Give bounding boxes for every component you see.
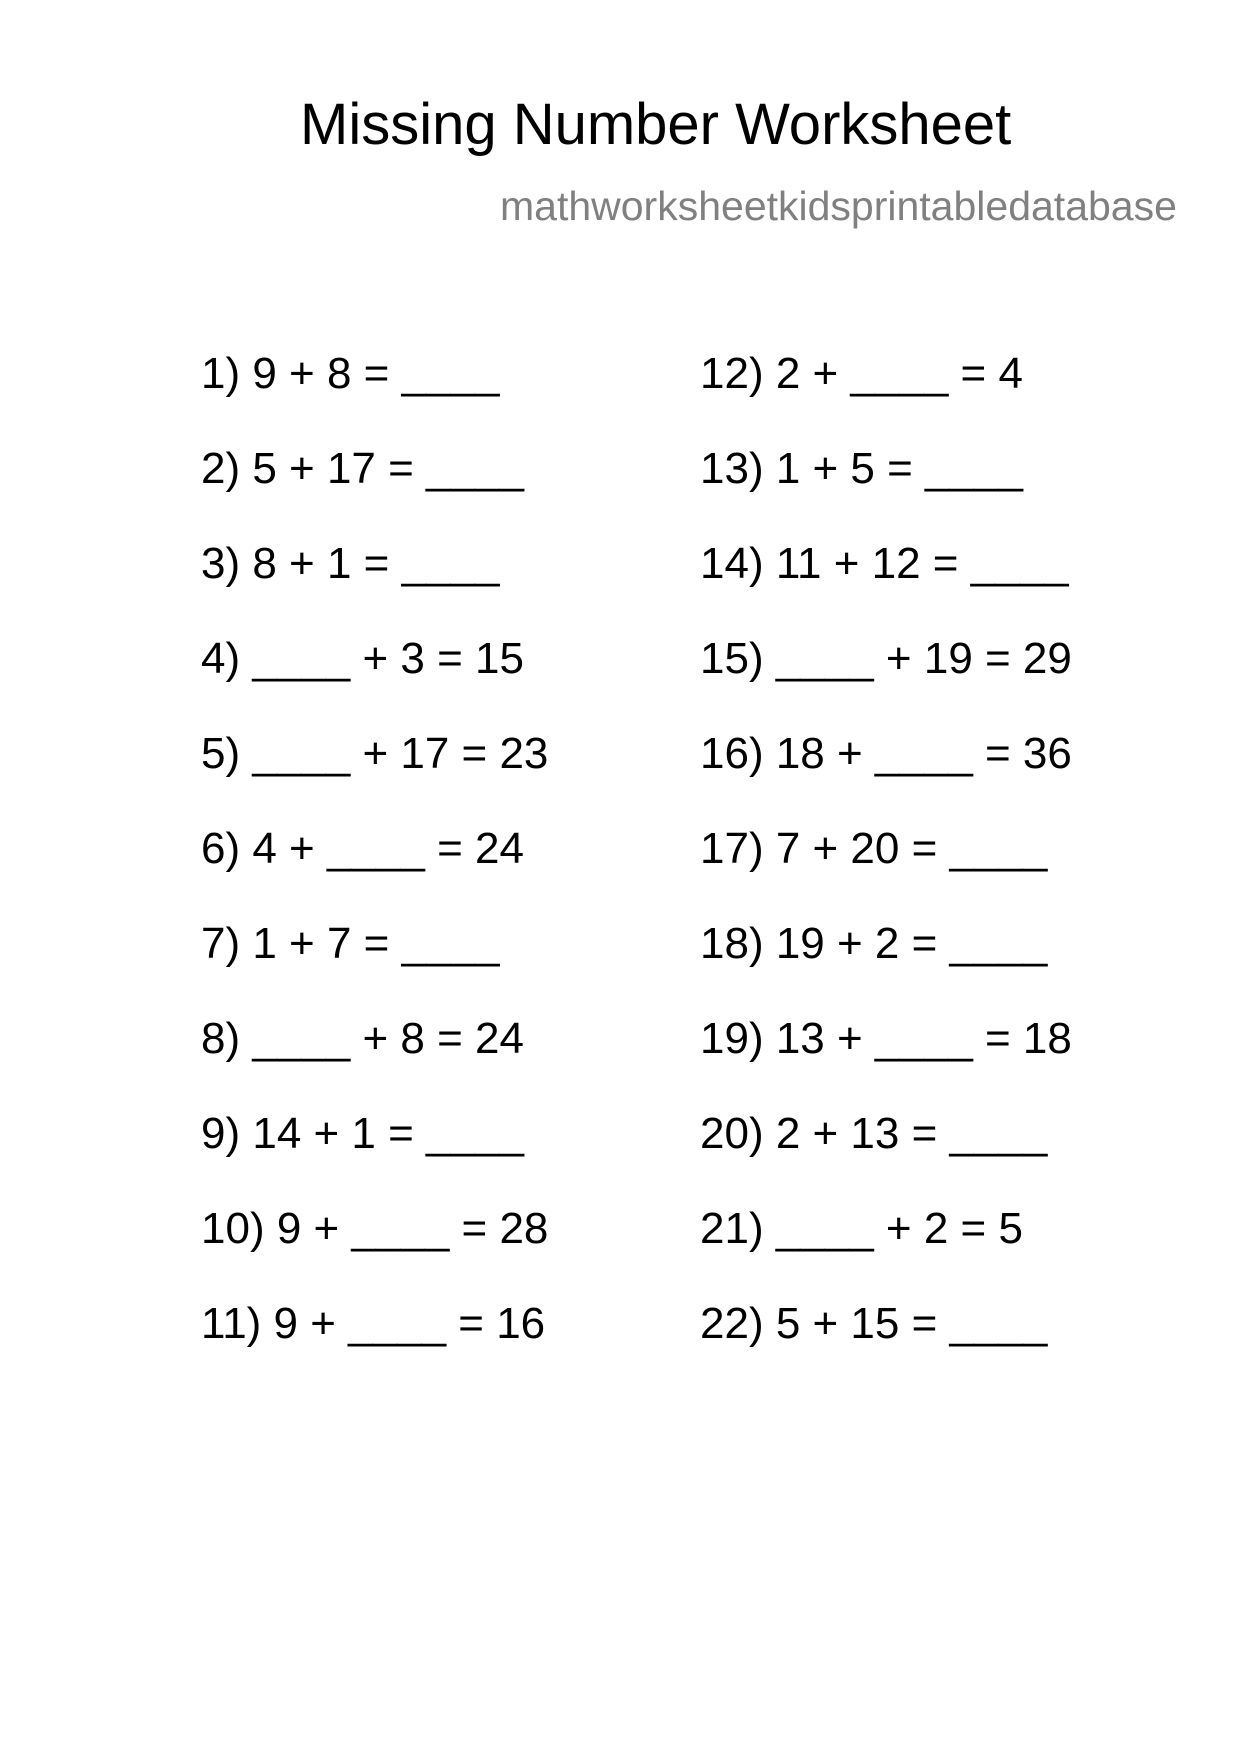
problem-item: 18) 19 + 2 = ____: [700, 919, 1048, 968]
problem-item: 20) 2 + 13 = ____: [700, 1109, 1048, 1158]
problems-column-right: [700, 349, 1072, 1397]
problem-item: 9) 14 + 1 = ____: [201, 1109, 524, 1158]
problem-item: 8) ____ + 8 = 24: [201, 1014, 524, 1063]
problem-item: 12) 2 + ____ = 4: [700, 349, 1023, 398]
problem-item: 16) 18 + ____ = 36: [700, 729, 1072, 778]
problem-item: 4) ____ + 3 = 15: [201, 634, 524, 683]
problem-item: 19) 13 + ____ = 18: [700, 1014, 1072, 1063]
problem-item: 6) 4 + ____ = 24: [201, 824, 524, 873]
problem-item: 3) 8 + 1 = ____: [201, 539, 500, 588]
problem-item: 14) 11 + 12 = ____: [700, 539, 1069, 588]
problem-item: 10) 9 + ____ = 28: [201, 1204, 549, 1253]
problem-item: 5) ____ + 17 = 23: [201, 729, 549, 778]
problem-item: 11) 9 + ____ = 16: [201, 1299, 546, 1348]
problems-column-left: [201, 349, 549, 1397]
problem-item: 22) 5 + 15 = ____: [700, 1299, 1048, 1348]
problem-item: 17) 7 + 20 = ____: [700, 824, 1048, 873]
problem-item: 1) 9 + 8 = ____: [201, 349, 500, 398]
problem-item: 15) ____ + 19 = 29: [700, 634, 1072, 683]
problem-item: 2) 5 + 17 = ____: [201, 444, 524, 493]
source-watermark: mathworksheetkidsprintabledatabase: [500, 183, 1177, 229]
problem-item: 21) ____ + 2 = 5: [700, 1204, 1023, 1253]
worksheet-title: Missing Number Worksheet: [300, 92, 1012, 157]
problem-item: 13) 1 + 5 = ____: [700, 444, 1023, 493]
problem-item: 7) 1 + 7 = ____: [201, 919, 500, 968]
